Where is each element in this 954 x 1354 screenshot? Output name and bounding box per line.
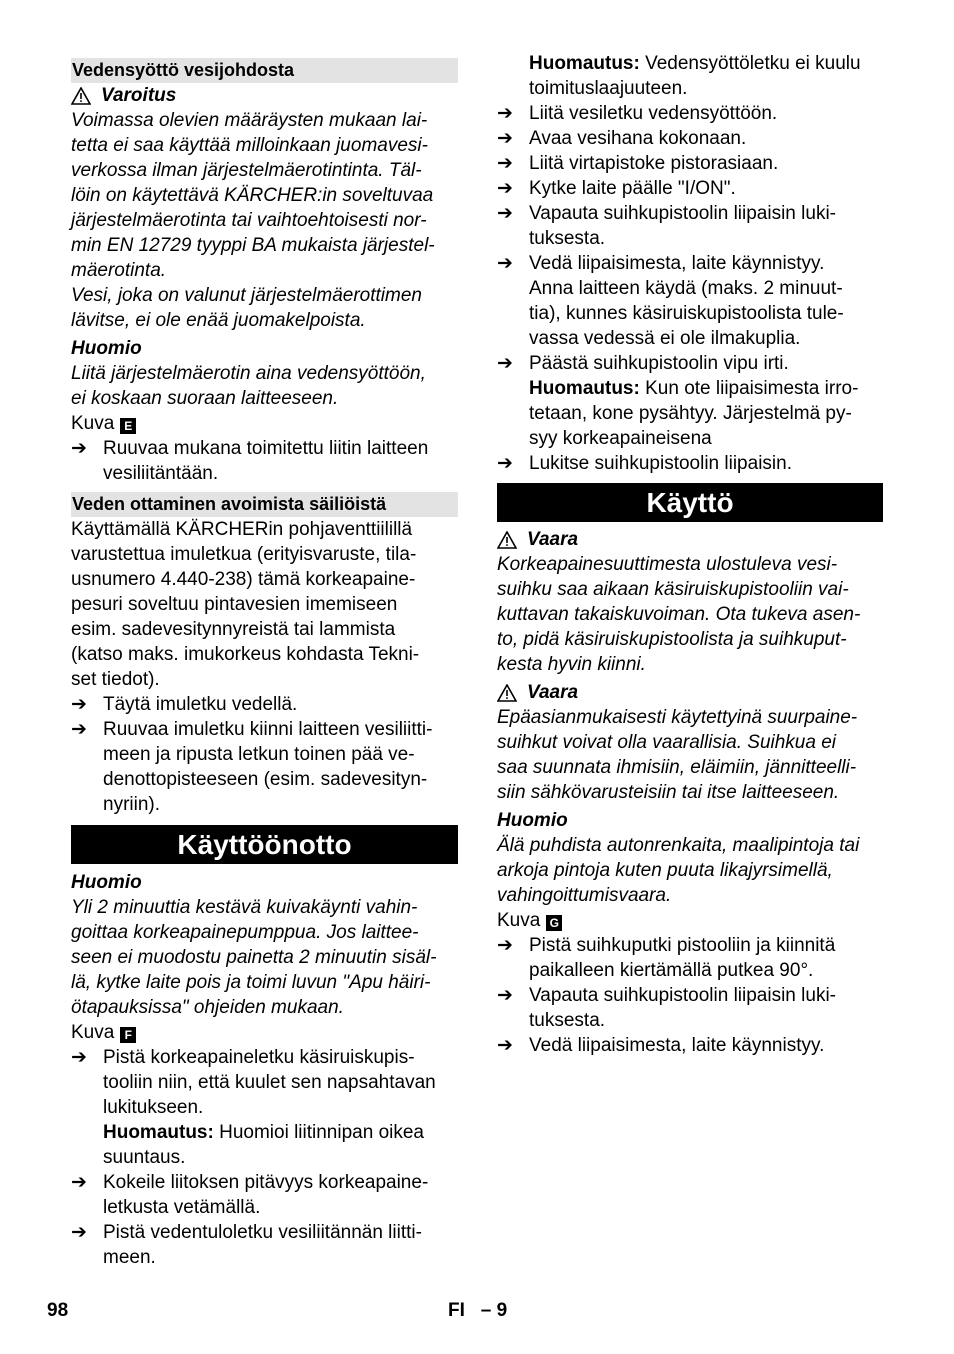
arrow-right-icon: ➔ xyxy=(497,203,513,224)
list-item: ➔ Vedä liipaisimesta, laite käynnistyy. xyxy=(497,1035,825,1056)
note-text: Liitä järjestelmäerotin aina vedensyöttöön, ei koskaan suoraan laitteeseen. xyxy=(71,363,426,409)
list-item: ➔ Pistä vedentuloletku vesiliitännän liitti- meen. xyxy=(71,1222,422,1268)
figure-letter-badge: G xyxy=(546,915,562,931)
list-item: ➔ Vapauta suihkupistoolin liipaisin luki- tuksesta. xyxy=(497,985,836,1031)
note-heading: Huomio xyxy=(71,338,142,359)
right-column xyxy=(497,0,883,1058)
list-item: ➔ Ruuvaa imuletku kiinni laitteen vesiliitti- meen ja ripusta letkun toinen pää ve- denottopisteeseen (esim. sadevesityn- nyriin). xyxy=(71,719,433,815)
section-heading-water-supply: Vedensyöttö vesijohdosta xyxy=(71,58,458,83)
arrow-right-icon: ➔ xyxy=(71,694,87,715)
list-item: ➔ Täytä imuletku vedellä. xyxy=(71,694,298,715)
figure-letter-badge: E xyxy=(120,418,136,434)
figure-letter-badge: F xyxy=(120,1027,136,1043)
warning-triangle-icon xyxy=(497,684,517,702)
arrow-right-icon: ➔ xyxy=(497,985,513,1006)
arrow-right-icon: ➔ xyxy=(497,253,513,274)
note-text: Älä puhdista autonrenkaita, maalipintoja tai arkoja pintoja kuten puuta likajyrsimellä, vahingoittumisvaara. xyxy=(497,835,860,906)
arrow-right-icon: ➔ xyxy=(497,128,513,149)
list-item: ➔ Vedä liipaisimesta, laite käynnistyy. Anna laitteen käydä (maks. 2 minuut- tia), kunnes käsiruiskupistoolista tule- vassa vedessä ei ole ilmakuplia. xyxy=(497,253,844,349)
language-page-label: FI – 9 xyxy=(448,1300,508,1321)
arrow-right-icon: ➔ xyxy=(497,178,513,199)
list-item: ➔ Pistä korkeapaineletku käsiruiskupis- tooliin niin, että kuulet sen napsahtavan lukitukseen. Huomautus: Huomioi liitinnipan oikea suuntaus. xyxy=(71,1047,436,1168)
section-heading-startup: Käyttöönotto xyxy=(71,825,458,864)
list-item: ➔ Ruuvaa mukana toimitettu liitin laitteen vesiliitäntään. xyxy=(71,438,429,484)
body-paragraph: Käyttämällä KÄRCHERin pohjaventtiilillä varustettua imuletkua (erityisvaruste, tila- usnumero 4.440-238) tämä korkeapaine- pesuri soveltuu pintavesien imemiseen esim. sadevesitynnyreistä tai lammista (katso maks. imukorkeus kohdasta Tekni- set tiedot). xyxy=(71,519,420,690)
list-item: ➔ Kytke laite päälle "I/ON". xyxy=(497,178,736,199)
arrow-right-icon: ➔ xyxy=(71,1222,87,1243)
arrow-right-icon: ➔ xyxy=(71,1172,87,1193)
warning-triangle-icon xyxy=(71,87,91,105)
danger-text: Korkeapainesuuttimesta ulostuleva vesi- suihku saa aikaan käsiruiskupistooliin vai- kuttavan takaiskuvoiman. Ota tukeva asen- to, pidä käsiruiskupistoolista ja suihkuput- kesta hyvin kiinni. xyxy=(497,554,861,675)
arrow-right-icon: ➔ xyxy=(497,353,513,374)
arrow-right-icon: ➔ xyxy=(497,1035,513,1056)
figure-reference: Kuva E xyxy=(71,411,458,436)
page-number: 98 xyxy=(47,1300,69,1321)
list-item: ➔ Vapauta suihkupistoolin liipaisin luki- tuksesta. xyxy=(497,203,836,249)
arrow-right-icon: ➔ xyxy=(71,719,87,740)
danger-heading: Vaara xyxy=(497,527,883,552)
section-heading-operation: Käyttö xyxy=(497,483,883,522)
note-heading: Huomio xyxy=(497,810,568,831)
danger-heading: Vaara xyxy=(497,680,883,705)
arrow-right-icon: ➔ xyxy=(71,1047,87,1068)
warning-text: Voimassa olevien määräysten mukaan lai- tetta ei saa käyttää milloinkaan juomavesi- verkossa ilman järjestelmäerotintinta. Täl- löin on käytettävä KÄRCHER:in soveltuvaa järjestelmäerotinta tai vaihtoehtoisesti nor- min EN 12729 tyyppi BA mukaista järjestel- mäerotinta. Vesi, joka on valunut järjestelmäerottimen lävitse, ei ole enää juomakelpoista. xyxy=(71,110,435,331)
list-item: ➔ Kokeile liitoksen pitävyys korkeapaine- letkusta vetämällä. xyxy=(71,1172,429,1218)
list-item: ➔ Avaa vesihana kokonaan. xyxy=(497,128,747,149)
arrow-right-icon: ➔ xyxy=(497,103,513,124)
figure-reference: Kuva G xyxy=(497,908,883,933)
left-column xyxy=(71,0,458,1270)
arrow-right-icon: ➔ xyxy=(71,438,87,459)
note-heading: Huomio xyxy=(71,872,142,893)
list-item: ➔ Lukitse suihkupistoolin liipaisin. xyxy=(497,453,792,474)
section-heading-open-containers: Veden ottaminen avoimista säiliöistä xyxy=(71,492,458,517)
supply-hose-note: Huomautus: Vedensyöttöletku ei kuulu toimituslaajuuteen. xyxy=(529,53,861,99)
warning-heading: Varoitus xyxy=(71,83,458,108)
list-item: ➔ Liitä virtapistoke pistorasiaan. xyxy=(497,153,779,174)
list-item: ➔ Pistä suihkuputki pistooliin ja kiinnitä paikalleen kiertämällä putkea 90°. xyxy=(497,935,836,981)
note-text: Yli 2 minuuttia kestävä kuivakäynti vahin- goittaa korkeapainepumppua. Jos laittee- seen ei muodostu painetta 2 minuutin sisäl- lä, kytke laite pois ja toimi luvun "Apu häiri- ötapauksissa" ohjeiden mukaan. xyxy=(71,897,437,1018)
figure-reference: Kuva F xyxy=(71,1020,458,1045)
list-item: ➔ Päästä suihkupistoolin vipu irti. Huomautus: Kun ote liipaisimesta irro- tetaan, kone pysähtyy. Järjestelmä py- syy korkeapaineisena xyxy=(497,353,859,449)
arrow-right-icon: ➔ xyxy=(497,453,513,474)
arrow-right-icon: ➔ xyxy=(497,935,513,956)
danger-text: Epäasianmukaisesti käytettyinä suurpaine- suihkut voivat olla vaarallisia. Suihkua ei saa suunnata ihmisiin, eläimiin, jännitteelli- siin sähkövarusteisiin tai itse laitteeseen. xyxy=(497,707,858,803)
list-item: ➔ Liitä vesiletku vedensyöttöön. xyxy=(497,103,778,124)
warning-triangle-icon xyxy=(497,531,517,549)
arrow-right-icon: ➔ xyxy=(497,153,513,174)
